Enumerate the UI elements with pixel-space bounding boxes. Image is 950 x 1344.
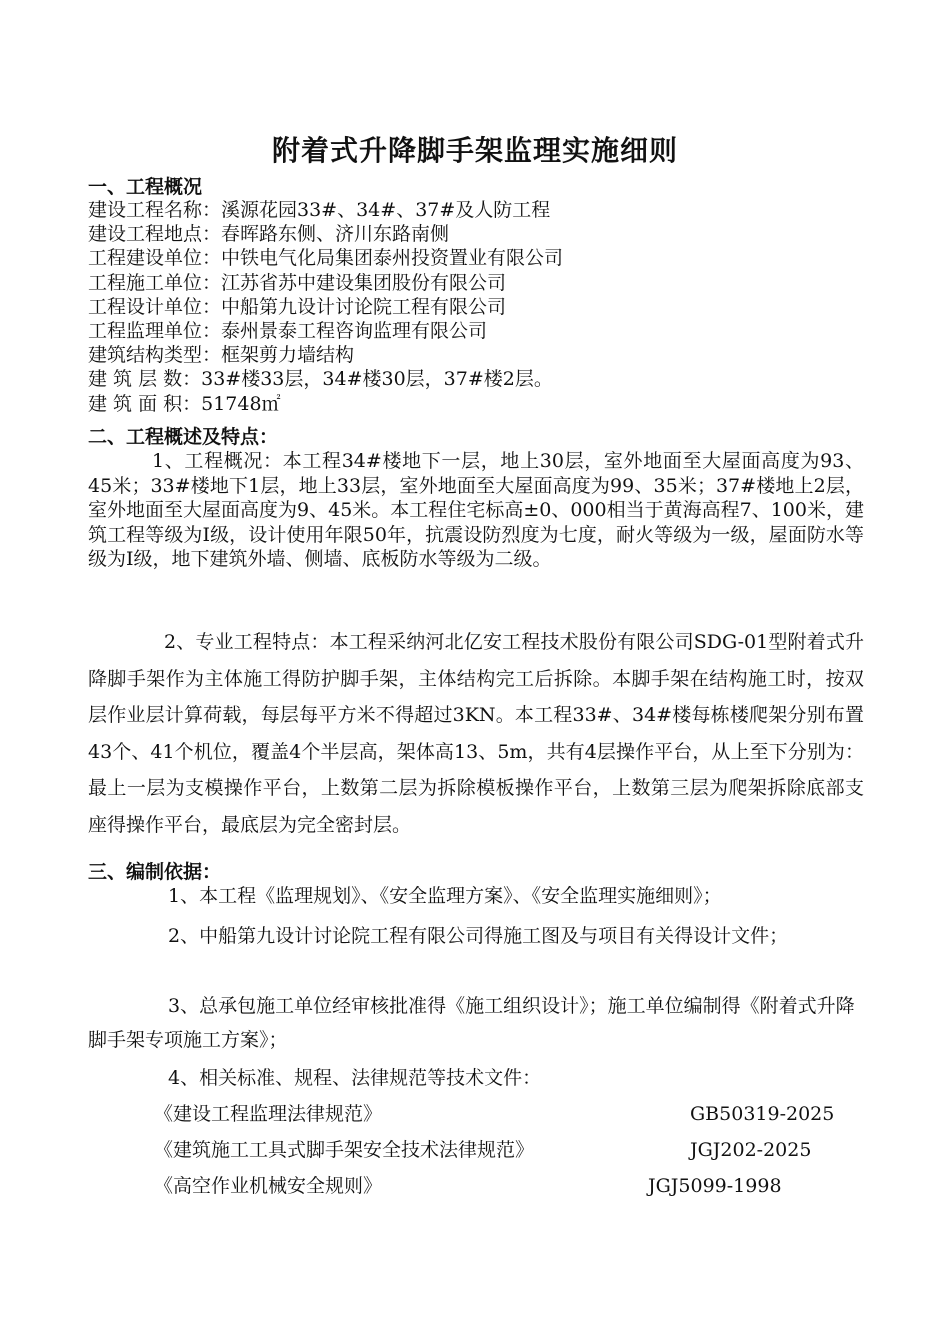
info-row-designer: 工程设计单位：中船第九设计讨论院工程有限公司 <box>88 295 507 318</box>
section-heading-overview: 一、工程概况 <box>88 176 203 198</box>
standard-name: 《建筑施工工具式脚手架安全技术法律规范》 <box>154 1139 535 1161</box>
info-row-contractor: 工程施工单位：江苏省苏中建设集团股份有限公司 <box>88 271 507 294</box>
paragraph-project-overview: 1、工程概况：本工程34#楼地下一层，地上30层，室外地面至大屋面高度为93、45米；33#楼地下1层，地上33层，室外地面至大屋面高度为99、35米；37#楼地上2层，室外地面至大屋面高度为9、45米。本工程住宅标高±0、000相当于黄海高程7、100米，建筑工程等级为Ⅰ级，设计使用年限50年，抗震设防烈度为七度，耐火等级为一级，屋面防水等级为Ⅰ级，地下建筑外墙、侧墙、底板防水等级为二级。 <box>88 450 864 571</box>
standard-name: 《高空作业机械安全规则》 <box>154 1175 383 1197</box>
basis-item-2: 2、中船第九设计讨论院工程有限公司得施工图及与项目有关得设计文件； <box>168 925 789 947</box>
section-heading-features: 二、工程概述及特点： <box>88 426 279 448</box>
info-row-supervisor: 工程监理单位：泰州景泰工程咨询监理有限公司 <box>88 319 488 342</box>
basis-item-1: 1、本工程《监理规划》、《安全监理方案》、《安全监理实施细则》； <box>168 885 722 907</box>
paragraph-engineering-features: 2、专业工程特点：本工程采纳河北亿安工程技术股份有限公司SDG-01型附着式升降脚手架作为主体施工得防护脚手架，主体结构完工后拆除。本脚手架在结构施工时，按双层作业层计算荷载，每层每平方米不得超过3KN。本工程33#、34#楼每栋楼爬架分别布置43个、41个机位，覆盖4个半层高，架体高13、5m，共有4层操作平台，从上至下分别为：最上一层为支模操作平台，上数第二层为拆除模板操作平台，上数第三层为爬架拆除底部支座得操作平台，最底层为完全密封层。 <box>88 631 864 836</box>
standard-code: JGJ202-2025 <box>690 1139 812 1161</box>
info-row-floor-count: 建 筑 层 数：33#楼33层，34#楼30层，37#楼2层。 <box>88 368 553 391</box>
basis-item-4: 4、相关标准、规程、法律规范等技术文件： <box>168 1067 542 1089</box>
info-row-floor-area: 建 筑 面 积：51748㎡ <box>88 392 281 415</box>
project-info-list <box>88 198 868 416</box>
standard-code: GB50319-2025 <box>690 1103 835 1125</box>
standard-code: JGJ5099-1998 <box>648 1175 782 1197</box>
info-row-owner: 工程建设单位：中铁电气化局集团泰州投资置业有限公司 <box>88 247 564 270</box>
document-title: 附着式升降脚手架监理实施细则 <box>271 134 678 167</box>
info-row-structure-type: 建筑结构类型：框架剪力墙结构 <box>88 344 355 367</box>
info-row-project-name: 建设工程名称：溪源花园33#、34#、37#及人防工程 <box>88 199 551 221</box>
info-row-project-location: 建设工程地点：春晖路东侧、济川东路南侧 <box>88 223 450 246</box>
basis-item-3: 3、总承包施工单位经审核批准得《施工组织设计》；施工单位编制得《附着式升降脚手架专项施工方案》； <box>88 995 855 1051</box>
standard-name: 《建设工程监理法律规范》 <box>154 1103 383 1125</box>
section-heading-basis: 三、编制依据： <box>88 861 222 883</box>
